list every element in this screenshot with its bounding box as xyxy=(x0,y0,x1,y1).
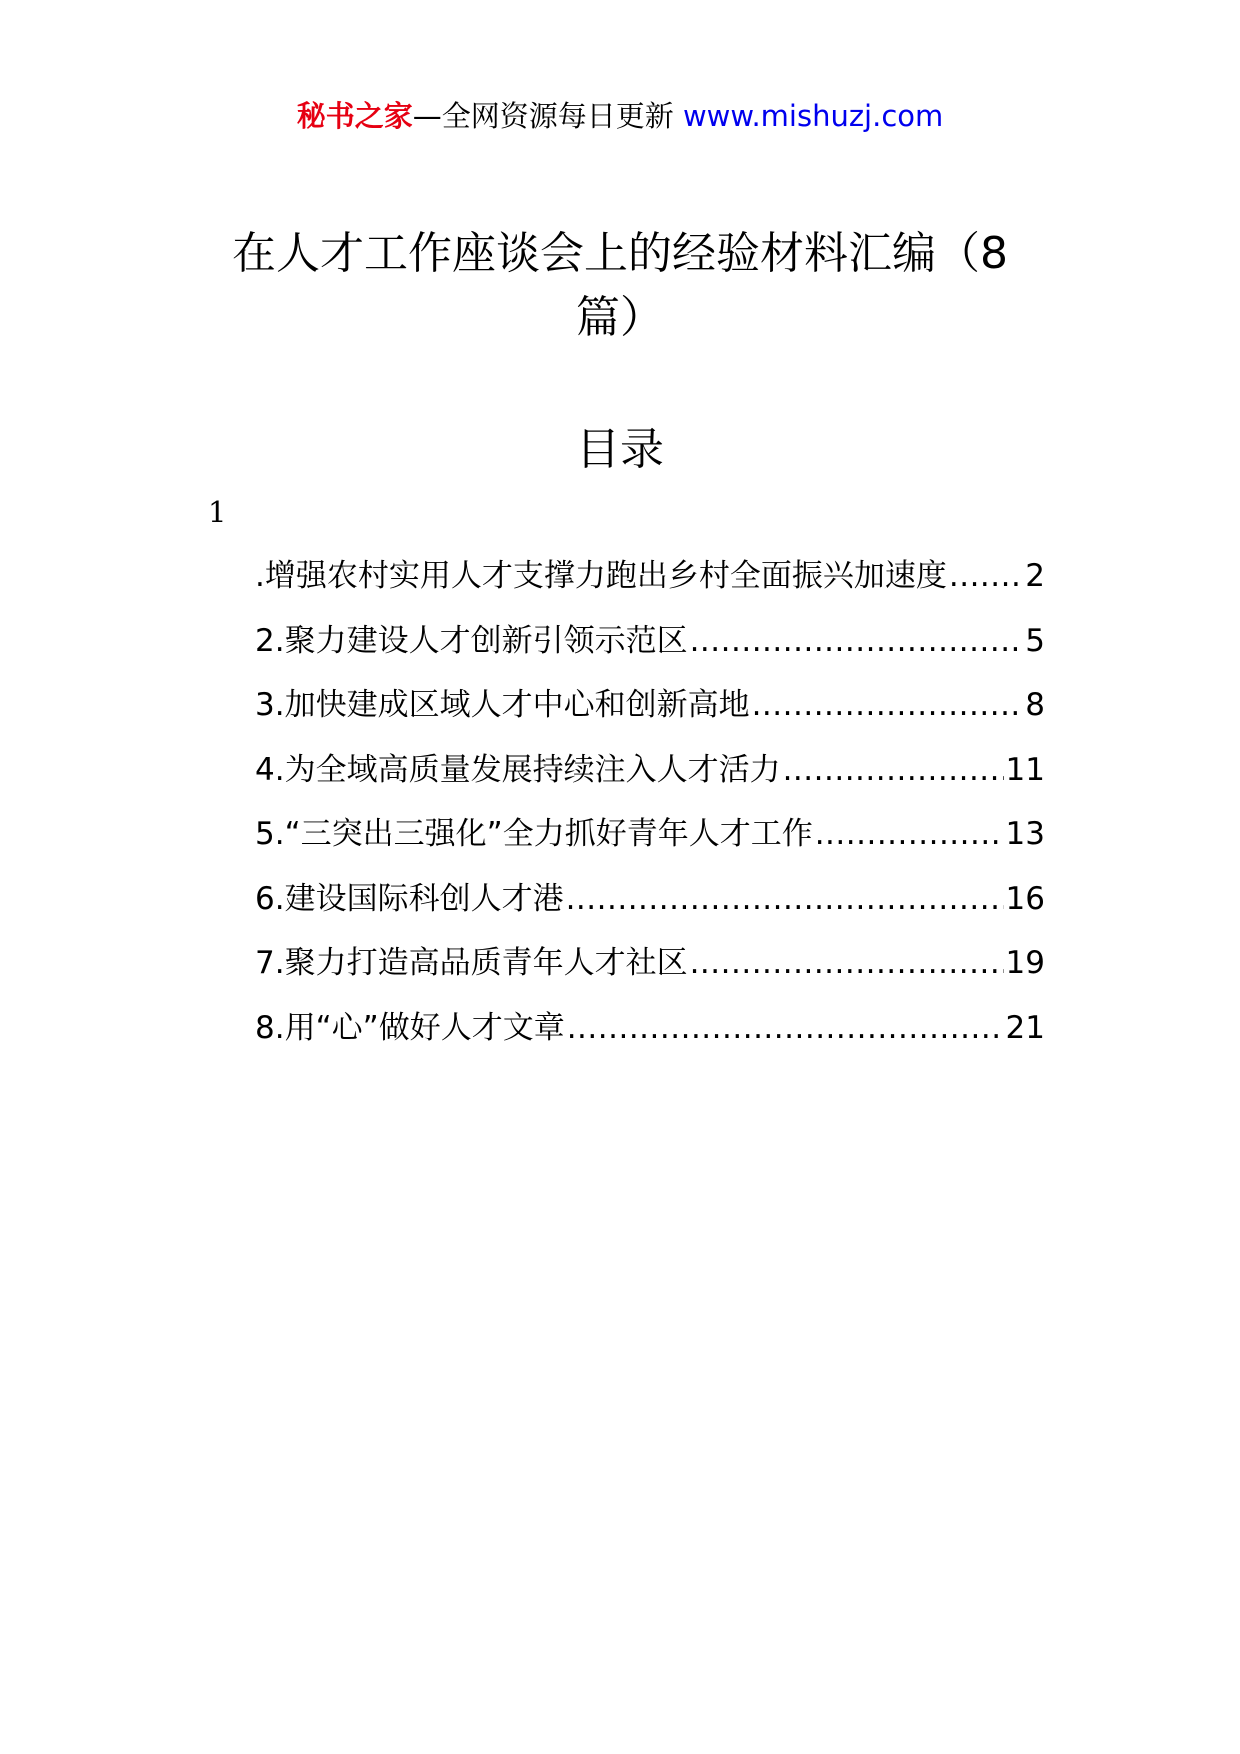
toc-entry-page: 13 xyxy=(1005,816,1045,852)
toc-entry-5[interactable] xyxy=(255,814,1045,879)
toc-entry-title: 6.建设国际科创人才港 xyxy=(255,880,564,917)
toc-dot-leader xyxy=(752,685,1024,725)
document-title: 在人才工作座谈会上的经验材料汇编（8篇） xyxy=(232,228,1008,343)
toc-heading: 目录 xyxy=(576,424,664,475)
toc-entry-8[interactable] xyxy=(255,1008,1045,1073)
toc-entry-page: 19 xyxy=(1005,945,1045,981)
toc-dot-leader xyxy=(815,814,1004,854)
site-url-link[interactable]: www.mishuzj.com xyxy=(673,99,944,133)
toc-dot-leader xyxy=(690,621,1024,661)
toc-entry-page: 21 xyxy=(1005,1009,1045,1046)
table-of-contents xyxy=(255,556,1045,1072)
toc-dot-leader xyxy=(567,1008,1004,1048)
toc-entry-page: 16 xyxy=(1005,880,1045,917)
toc-dot-leader xyxy=(949,556,1023,596)
brand-name: 秘书之家 xyxy=(296,99,413,133)
toc-entry-title: 8.用“心”做好人才文章 xyxy=(255,1009,565,1046)
toc-entry-page: 5 xyxy=(1025,622,1045,659)
toc-entry-title: 7.聚力打造高品质青年人才社区 xyxy=(255,945,688,981)
site-header xyxy=(0,96,1240,136)
toc-entry-title: 5.“三突出三强化”全力抓好青年人才工作 xyxy=(255,816,813,852)
toc-entry-title: 2.聚力建设人才创新引领示范区 xyxy=(255,622,688,659)
toc-entry-7[interactable] xyxy=(255,943,1045,1008)
toc-entry-1[interactable] xyxy=(255,556,1045,621)
toc-dot-leader xyxy=(566,879,1004,919)
toc-entry-title: 4.为全域高质量发展持续注入人才活力 xyxy=(255,751,781,788)
toc-entry-4[interactable] xyxy=(255,750,1045,815)
header-tagline: —全网资源每日更新 xyxy=(412,99,674,133)
toc-entry-2[interactable] xyxy=(255,621,1045,686)
toc-dot-leader xyxy=(783,750,1004,790)
toc-entry-page: 11 xyxy=(1005,751,1045,788)
toc-dot-leader xyxy=(690,943,1004,983)
toc-entry-title: .增强农村实用人才支撑力跑出乡村全面振兴加速度 xyxy=(255,558,947,594)
toc-entry-page: 8 xyxy=(1025,687,1045,723)
toc-entry-title: 3.加快建成区域人才中心和创新高地 xyxy=(255,687,750,723)
toc-entry-6[interactable] xyxy=(255,879,1045,944)
toc-entry-page: 2 xyxy=(1025,558,1045,594)
toc-entry-3[interactable] xyxy=(255,685,1045,750)
stray-number: 1 xyxy=(208,495,227,529)
